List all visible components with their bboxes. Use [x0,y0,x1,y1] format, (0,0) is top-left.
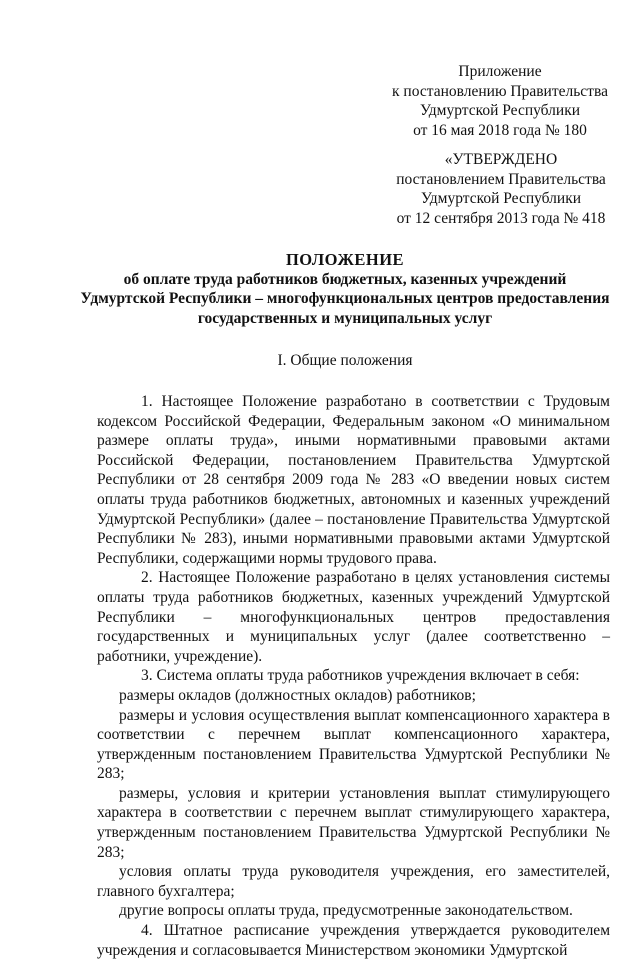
list-item: другие вопросы оплаты труда, предусмотренные законодательством. [119,902,573,920]
approval-block [376,150,626,228]
title-line: государственных и муниципальных услуг [197,309,493,327]
appendix-block [380,62,620,140]
approval-line: Удмуртской Республики [420,190,582,207]
paragraph: 1. Настоящее Положение разработано в соответствии с Трудовым кодексом Российской Федерации, Федеральным законом «О минимальном размере оплаты труда», иными нормативными правовыми актами Российской Федерации, постановлением Правительства Удмуртской Республики от 28 сентября 2009 года № 283 «О введении новых систем оплаты труда работников бюджетных, автономных и казенных учреждений Удмуртской Республики» (далее – постановление Правительства Удмуртской Республики № 283), иными нормативными правовыми актами Удмуртской Республики, содержащими нормы трудового права. [97,393,610,567]
paragraph: 4. Штатное расписание учреждения утверждается руководителем учреждения и согласовывается Министерством экономики Удмуртской [97,922,610,959]
appendix-line: Удмуртской Республики [419,102,581,119]
document-body [97,392,610,960]
paragraph: 3. Система оплаты труда работников учреждения включает в себя: [141,667,580,685]
paragraph: 2. Настоящее Положение разработано в целях установления системы оплаты труда работников бюджетных, казенных учреждений Удмуртской Республики – многофункциональных центров предоставления государственных и муниципальных услуг (далее соответственно – работники, учреждение). [97,569,610,665]
approval-line: постановлением Правительства [396,170,606,188]
approval-date: от 12 сентября 2013 года № 418 [396,209,606,227]
title-line: об оплате труда работников бюджетных, казенных учреждений [123,270,567,288]
appendix-title: Приложение [458,63,542,80]
appendix-line: к постановлению Правительства [392,82,608,100]
list-item: условия оплаты труда руководителя учреждения, его заместителей, главного бухгалтера; [97,863,610,900]
list-item: размеры и условия осуществления выплат компенсационного характера в соответствии с перечнем выплат компенсационного характера, утвержденным постановлением Правительства Удмуртской Республики № 283; [97,706,610,783]
title-heading: ПОЛОЖЕНИЕ [285,250,405,269]
appendix-date: от 16 мая 2018 года № 180 [413,121,587,139]
list-item: размеры, условия и критерии установления выплат стимулирующего характера в соответствии с перечнем выплат стимулирующего характера, утвержденным постановлением Правительства Удмуртской Республики № 283; [97,784,610,861]
section-heading: I. Общие положения [277,352,413,369]
approval-title: «УТВЕРЖДЕНО [444,151,558,168]
document-title [80,250,610,328]
title-line: Удмуртской Республики – многофункциональных центров предоставления [80,290,610,307]
list-item: размеры окладов (должностных окладов) работников; [119,686,476,704]
